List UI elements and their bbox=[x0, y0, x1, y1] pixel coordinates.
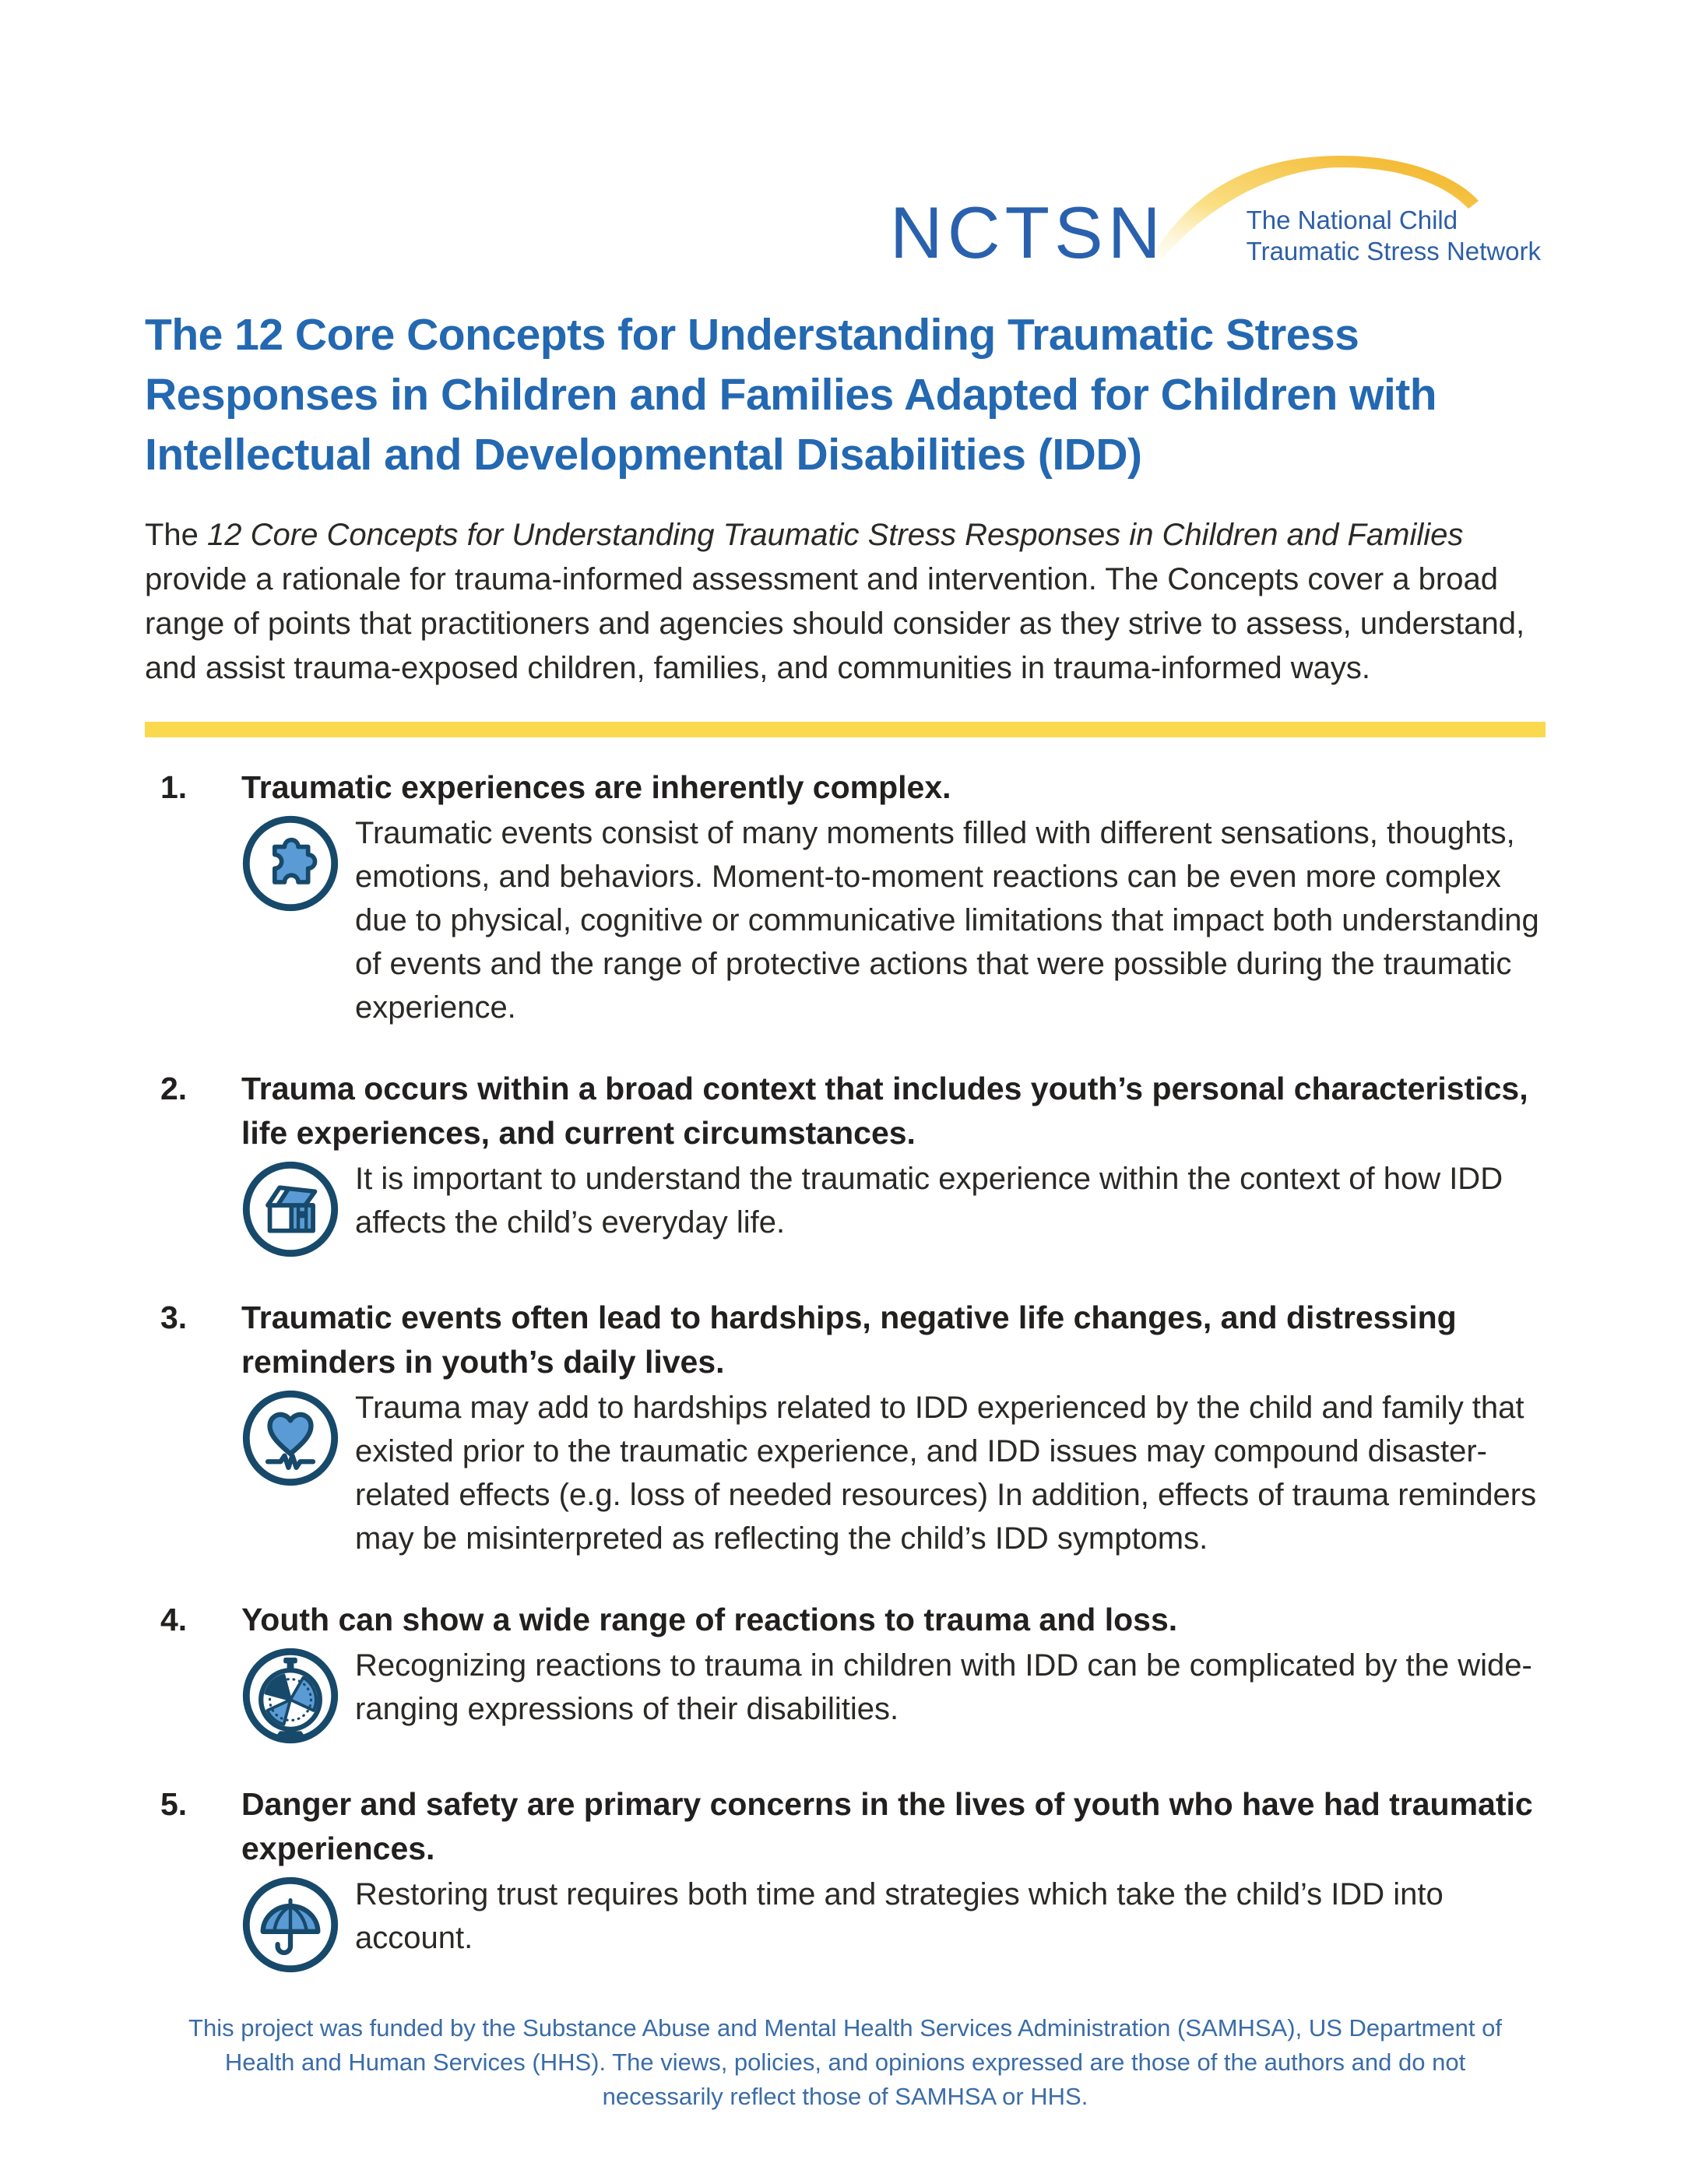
intro-paragraph bbox=[145, 513, 1546, 691]
logo-org-name-line2: Traumatic Stress Network bbox=[1246, 237, 1541, 266]
umbrella-icon bbox=[241, 1876, 339, 1974]
concept-heading: Trauma occurs within a broad context that includes youth’s personal characteristics, life experiences, and current circumstances. bbox=[241, 1071, 1528, 1151]
concept-body: Recognizing reactions to trauma in children with IDD can be complicated by the wide-ranging expressions of their disabilities. bbox=[355, 1648, 1532, 1726]
page-title: The 12 Core Concepts for Understanding Traumatic Stress Responses in Children and Families Adapted for Children with Intellectual and Developmental Disabilities (IDD) bbox=[145, 310, 1437, 480]
concept-number: 1. bbox=[160, 769, 188, 805]
concept-body: It is important to understand the traumatic experience within the context of how IDD affects the child’s everyday life. bbox=[355, 1162, 1503, 1240]
intro-rest: provide a rationale for trauma-informed assessment and intervention. The Concepts cover a broad range of points that practitioners and agencies should consider as they strive to assess, understand, and assist trauma-exposed children, families, and communities in trauma-informed ways. bbox=[145, 562, 1525, 685]
concept-item-2 bbox=[145, 1067, 1546, 1258]
heart-pulse-icon bbox=[241, 1389, 339, 1487]
concept-number: 5. bbox=[160, 1786, 188, 1822]
concept-heading: Traumatic events often lead to hardships, negative life changes, and distressing reminders in youth’s daily lives. bbox=[241, 1299, 1457, 1380]
concept-body: Traumatic events consist of many moments filled with different sensations, thoughts, emotions, and behaviors. Moment-to-moment reactions can be even more complex due to physical, cognitive or communicative limitations that impact both understanding of events and the range of protective actions that were possible during the traumatic experience. bbox=[355, 816, 1539, 1025]
concept-body: Restoring trust requires both time and strategies which take the child’s IDD into account. bbox=[355, 1877, 1444, 1955]
concept-item-5 bbox=[145, 1782, 1546, 1974]
nctsn-wordmark: NCTSN bbox=[889, 192, 1166, 273]
concept-item-1 bbox=[145, 765, 1546, 1029]
concept-heading: Danger and safety are primary concerns in the lives of youth who have had traumatic experiences. bbox=[241, 1786, 1533, 1866]
toy-chest-icon bbox=[241, 1160, 339, 1258]
concept-number: 2. bbox=[160, 1071, 188, 1106]
concept-heading: Youth can show a wide range of reactions to trauma and loss. bbox=[241, 1602, 1178, 1637]
concept-number: 4. bbox=[160, 1602, 188, 1637]
concept-body: Trauma may add to hardships related to IDD experienced by the child and family that existed prior to the traumatic experience, and IDD issues may compound disaster-related effects (e.g. loss of needed resources) In addition, effects of trauma reminders may be misinterpreted as reflecting the child’s IDD symptoms. bbox=[355, 1391, 1537, 1556]
concept-number: 3. bbox=[160, 1299, 188, 1335]
nctsn-logo bbox=[889, 153, 1541, 273]
concept-heading: Traumatic experiences are inherently complex. bbox=[241, 769, 951, 805]
logo-org-name-line1: The National Child bbox=[1246, 206, 1458, 234]
puzzle-icon bbox=[241, 814, 339, 913]
funding-note: This project was funded by the Substance Abuse and Mental Health Services Administration (SAMHSA), US Department of Health and Human Services (HHS). The views, policies, and opinions expressed are those of the authors and do not necessarily reflect those of SAMHSA or HHS. bbox=[188, 2014, 1502, 2110]
intro-italic-title: 12 Core Concepts for Understanding Traumatic Stress Responses in Children and Families bbox=[207, 518, 1464, 552]
logo-org-name bbox=[1247, 205, 1541, 269]
intro-lead: The bbox=[145, 518, 208, 552]
concept-item-3 bbox=[145, 1296, 1546, 1560]
stopwatch-icon bbox=[241, 1647, 339, 1745]
yellow-divider bbox=[145, 722, 1546, 737]
concepts-list bbox=[145, 765, 1546, 1974]
concept-item-4 bbox=[145, 1598, 1546, 1745]
